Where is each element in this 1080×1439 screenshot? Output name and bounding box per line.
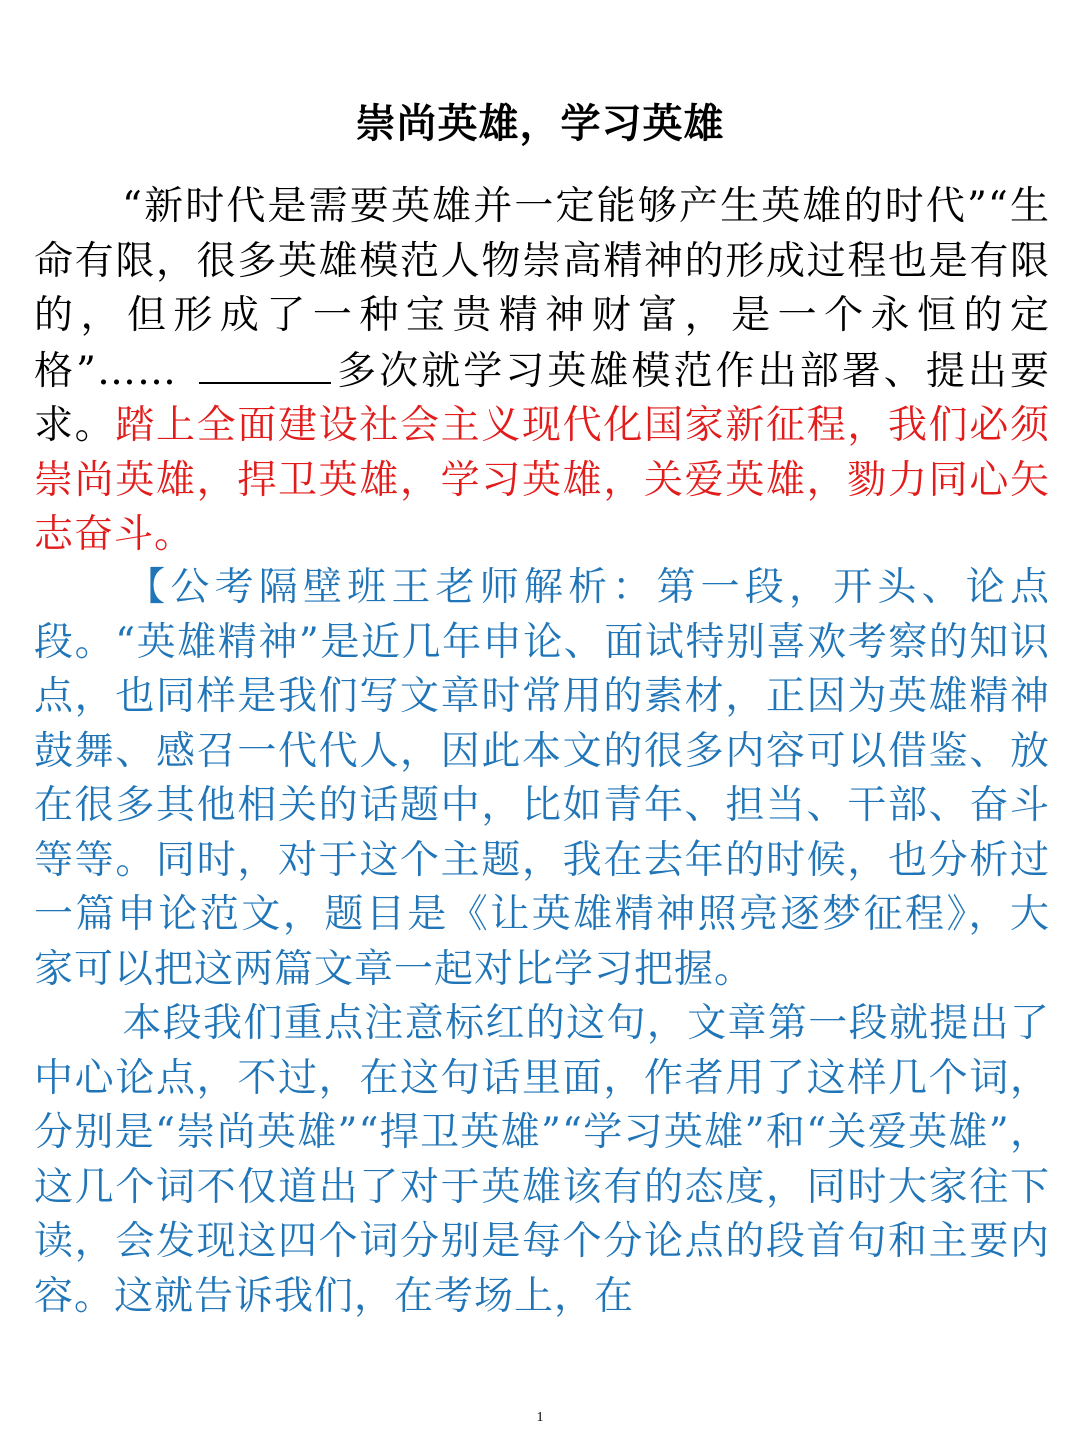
document-title: 崇尚英雄，学习英雄 <box>355 100 725 147</box>
paragraph-opening-text: “新时代是需要英雄并一定能够产生英雄的时代”“生命有限，很多英雄模范人物崇高精神的形成过程也是有限的，但形成了一种宝贵精神财富，是一个永恒的定格”…… <box>34 184 1050 394</box>
paragraph-analysis-continued-text: 本段我们重点注意标红的这句，文章第一段就提出了中心论点，不过，在这句话里面，作者用了这样几个词，分别是“崇尚英雄”“捍卫英雄”“学习英雄”和“关爱英雄”，这几个词不仅道出了对于英雄该有的态度，同时大家往下读，会发现这四个词分别是每个分论点的段首句和主要内容。这就告诉我们，在考场上，在 <box>34 1001 1050 1319</box>
fill-in-blank <box>199 344 331 384</box>
paragraph-opening-text-continued: 多次就学习英雄模范作出部署、提出要求。 <box>34 348 1050 448</box>
paragraph-analysis <box>34 561 1050 997</box>
paragraph-analysis-continued <box>34 997 1050 1324</box>
paragraph-opening <box>34 180 1050 563</box>
page-number: 1 <box>536 1410 544 1425</box>
highlighted-thesis-sentence: 踏上全面建设社会主义现代化国家新征程，我们必须崇尚英雄，捍卫英雄，学习英雄，关爱英雄，勠力同心矢志奋斗。 <box>34 403 1050 557</box>
paragraph-analysis-text: 【公考隔壁班王老师解析：第一段，开头、论点段。“英雄精神”是近几年申论、面试特别喜欢考察的知识点，也同样是我们写文章时常用的素材，正因为英雄精神鼓舞、感召一代代人，因此本文的很多内容可以借鉴、放在很多其他相关的话题中，比如青年、担当、干部、奋斗等等。同时，对于这个主题，我在去年的时候，也分析过一篇申论范文，题目是《让英雄精神照亮逐梦征程》，大家可以把这两篇文章一起对比学习把握。 <box>34 565 1050 992</box>
